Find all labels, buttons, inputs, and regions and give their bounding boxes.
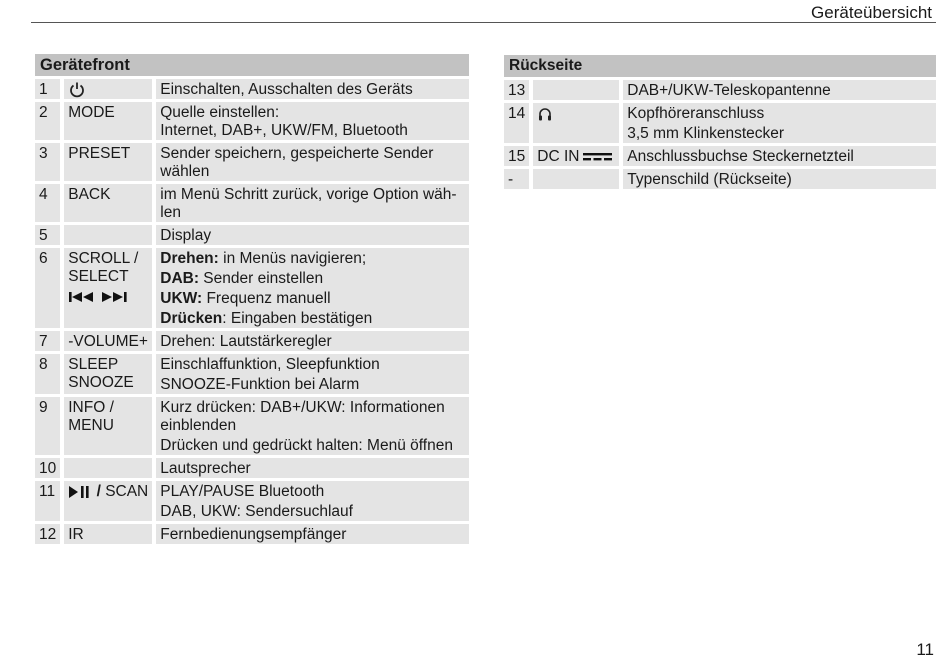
keyword: DAB: — [160, 270, 199, 287]
description-line: Sender speichern, gespeicherte Sender wählen — [160, 145, 434, 180]
description-line: Drehen: Lautstärkeregler — [160, 333, 332, 350]
description-cell — [156, 397, 469, 455]
front-table-title: Gerätefront — [35, 54, 469, 76]
description-line — [160, 270, 465, 288]
control-cell — [64, 248, 152, 328]
back-panel-table — [500, 52, 940, 192]
control-cell — [64, 458, 152, 478]
control-cell — [64, 79, 152, 99]
control-separator: / — [96, 483, 101, 500]
table-row — [504, 146, 936, 166]
row-number: 14 — [504, 103, 529, 143]
table-row — [35, 481, 469, 521]
description-line: DAB+/UKW-Teleskopantenne — [627, 82, 831, 99]
description-cell — [156, 481, 469, 521]
description-line: Lautsprecher — [160, 460, 251, 477]
table-row — [35, 397, 469, 455]
description-line — [160, 310, 465, 328]
description-line: Kopfhöreranschluss — [627, 105, 765, 122]
description-cell — [156, 79, 469, 99]
table-row — [35, 225, 469, 245]
row-number: 7 — [35, 331, 60, 351]
table-row — [35, 248, 469, 328]
control-cell — [64, 225, 152, 245]
control-label: -VOLUME+ — [64, 331, 152, 351]
control-label: SLEEP SNOOZE — [64, 354, 152, 394]
description-cell — [156, 458, 469, 478]
table-row — [504, 80, 936, 100]
description-line: im Menü Schritt zurück, vorige Option wäh-len — [160, 186, 457, 221]
skip-icons — [68, 288, 148, 306]
description-cell — [156, 524, 469, 544]
description-cell — [156, 354, 469, 394]
description-cell — [156, 248, 469, 328]
description-line: Typenschild (Rückseite) — [627, 171, 792, 189]
description-line: PLAY/PAUSE Bluetooth — [160, 483, 325, 500]
keyword-text: Sender einstellen — [199, 270, 324, 287]
description-cell — [156, 331, 469, 351]
control-cell — [533, 146, 619, 166]
row-number: 5 — [35, 225, 60, 245]
description-cell — [623, 169, 936, 189]
control-label: DC IN — [537, 148, 580, 166]
row-number: - — [504, 169, 529, 189]
description-line: Einschlaffunktion, Sleepfunktion — [160, 356, 380, 373]
row-number: 11 — [35, 481, 60, 521]
front-panel-table — [31, 51, 473, 547]
control-label: SCAN — [105, 483, 149, 500]
table-row — [35, 143, 469, 181]
skip-back-icon — [68, 288, 98, 305]
control-label: BACK — [64, 184, 152, 222]
table-row — [35, 331, 469, 351]
control-label: IR — [64, 524, 152, 544]
description-line: Fernbedienungsempfänger — [160, 526, 347, 543]
description-line: Internet, DAB+, UKW/FM, Bluetooth — [160, 122, 408, 139]
description-cell — [156, 184, 469, 222]
description-line: Einschalten, Ausschalten des Geräts — [160, 81, 413, 98]
row-number: 1 — [35, 79, 60, 99]
description-line: DAB, UKW: Sendersuchlauf — [160, 503, 353, 520]
row-number: 12 — [35, 524, 60, 544]
table-row — [504, 103, 936, 143]
keyword: Drücken — [160, 310, 223, 327]
description-line — [160, 250, 465, 268]
control-cell — [533, 103, 619, 143]
control-label: PRESET — [64, 143, 152, 181]
control-cell — [533, 80, 619, 100]
table-row — [35, 79, 469, 99]
headphones-icon — [537, 105, 553, 122]
row-number: 4 — [35, 184, 60, 222]
control-cell — [533, 169, 619, 189]
page-header-title: Geräteübersicht — [811, 3, 932, 22]
keyword-text: Frequenz manuell — [202, 290, 331, 307]
power-icon — [68, 81, 86, 98]
row-number: 3 — [35, 143, 60, 181]
description-line: Anschlussbuchse Steckernetzteil — [627, 148, 854, 165]
table-row — [35, 184, 469, 222]
control-label: SCROLL / SELECT — [68, 250, 139, 285]
description-cell — [156, 225, 469, 245]
description-line: 3,5 mm Klinkenstecker — [627, 125, 785, 142]
description-line: Drücken und gedrückt halten: Menü öffnen — [160, 437, 453, 454]
table-row — [504, 169, 936, 189]
table-row — [35, 102, 469, 140]
skip-forward-icon — [98, 288, 130, 305]
table-row — [35, 354, 469, 394]
header-divider — [31, 22, 936, 23]
row-number: 2 — [35, 102, 60, 140]
back-table-title: Rückseite — [504, 55, 936, 77]
keyword: Drehen: — [160, 250, 219, 267]
dc-symbol-icon — [583, 148, 613, 166]
description-cell — [623, 103, 936, 143]
control-label: INFO / MENU — [64, 397, 152, 455]
table-row — [35, 458, 469, 478]
control-label: MODE — [64, 102, 152, 140]
row-number: 8 — [35, 354, 60, 394]
description-line — [160, 290, 465, 308]
row-number: 10 — [35, 458, 60, 478]
description-line: Display — [160, 227, 212, 244]
keyword: UKW: — [160, 290, 203, 307]
description-cell — [623, 146, 936, 166]
table-row — [35, 524, 469, 544]
row-number: 6 — [35, 248, 60, 328]
play-pause-icon — [68, 483, 92, 500]
keyword-text: in Menüs navigieren; — [218, 250, 367, 267]
description-cell — [156, 102, 469, 140]
description-line: Kurz drücken: DAB+/UKW: Informationen einblenden — [160, 399, 445, 434]
description-cell — [623, 80, 936, 100]
row-number: 13 — [504, 80, 529, 100]
control-cell — [64, 481, 152, 521]
description-cell — [156, 143, 469, 181]
row-number: 15 — [504, 146, 529, 166]
row-number: 9 — [35, 397, 60, 455]
page-number: 11 — [916, 640, 934, 659]
description-line: Quelle einstellen: — [160, 104, 280, 121]
keyword-text: : Eingaben bestätigen — [222, 310, 373, 327]
description-line: SNOOZE-Funktion bei Alarm — [160, 376, 360, 393]
